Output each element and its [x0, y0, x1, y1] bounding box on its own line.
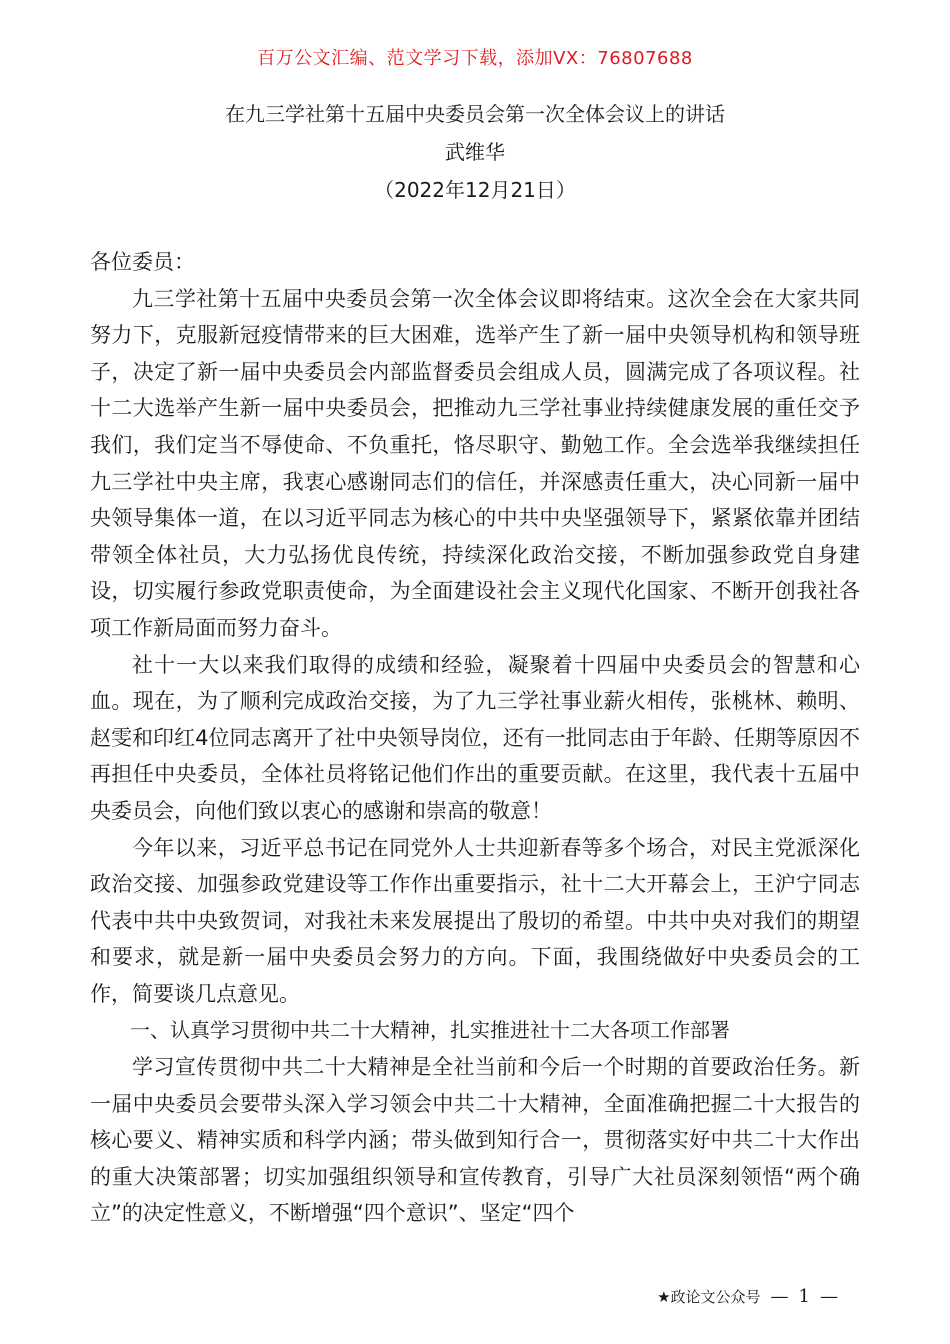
speech-date: （2022年12月21日） — [374, 178, 576, 202]
footer-dash-right: — — [820, 1286, 838, 1307]
salutation: 各位委员： — [90, 250, 195, 274]
section-heading: 一、认真学习贯彻中共二十大精神，扎实推进社十二大各项工作部署 — [130, 1018, 730, 1043]
author-name: 武维华 — [445, 140, 505, 164]
paragraph: 学习宣传贯彻中共二十大精神是全社当前和今后一个时期的首要政治任务。新一届中央委员会要带头深入学习领会中共二十大精神，全面准确把握二十大报告的核心要义、精神实质和科学内涵；带头做到知行合一，贯彻落实好中共二十大作出的重大决策部署；切实加强组织领导和宣传教育，引导广大社员深刻领悟“两个确立”的决定性意义，不断增强“四个意识”、坚定“四个 — [90, 1055, 860, 1226]
paragraph: 九三学社第十五届中央委员会第一次全体会议即将结束。这次全会在大家共同努力下，克服新冠疫情带来的巨大困难，选举产生了新一届中央领导机构和领导班子，决定了新一届中央委员会内部监督委员会组成人员，圆满完成了各项议程。社十二大选举产生新一届中央委员会，把推动九三学社事业持续健康发展的重任交予我们，我们定当不辱使命、不负重托，恪尽职守、勤勉工作。全会选举我继续担任九三学社中央主席，我衷心感谢同志们的信任，并深感责任重大，决心同新一届中央领导集体一道，在以习近平同志为核心的中共中央坚强领导下，紧紧依靠并团结带领全体社员，大力弘扬优良传统，持续深化政治交接，不断加强参政党自身建设，切实履行参政党职责使命，为全面建设社会主义现代化国家、不断开创我社各项工作新局面而努力奋斗。 — [90, 286, 860, 640]
paragraph: 社十一大以来我们取得的成绩和经验，凝聚着十四届中央委员会的智慧和心血。现在，为了顺利完成政治交接，为了九三学社事业薪火相传，张桃林、赖明、赵雯和印红4位同志离开了社中央领导岗位，还有一批同志由于年龄、任期等原因不再担任中央委员，全体社员将铭记他们作出的重要贡献。在这里，我代表十五届中央委员会，向他们致以衷心的感谢和崇高的敬意！ — [90, 652, 860, 823]
document-title: 在九三学社第十五届中央委员会第一次全体会议上的讲话 — [225, 102, 725, 126]
header-ad-text: 百万公文汇编、范文学习下载，添加VX：76807688 — [257, 48, 693, 69]
page-number: 1 — [798, 1286, 810, 1307]
footer-source: ★政论文公众号 — [657, 1288, 761, 1306]
document-body — [90, 244, 860, 1232]
page-footer — [657, 1286, 838, 1307]
footer-dash-left: — — [770, 1286, 789, 1307]
paragraph: 今年以来，习近平总书记在同党外人士共迎新春等多个场合，对民主党派深化政治交接、加强参政党建设等工作作出重要指示，社十二大开幕会上，王沪宁同志代表中共中央致贺词，对我社未来发展提出了殷切的希望。中共中央对我们的期望和要求，就是新一届中央委员会努力的方向。下面，我围绕做好中央委员会的工作，简要谈几点意见。 — [90, 835, 860, 1006]
